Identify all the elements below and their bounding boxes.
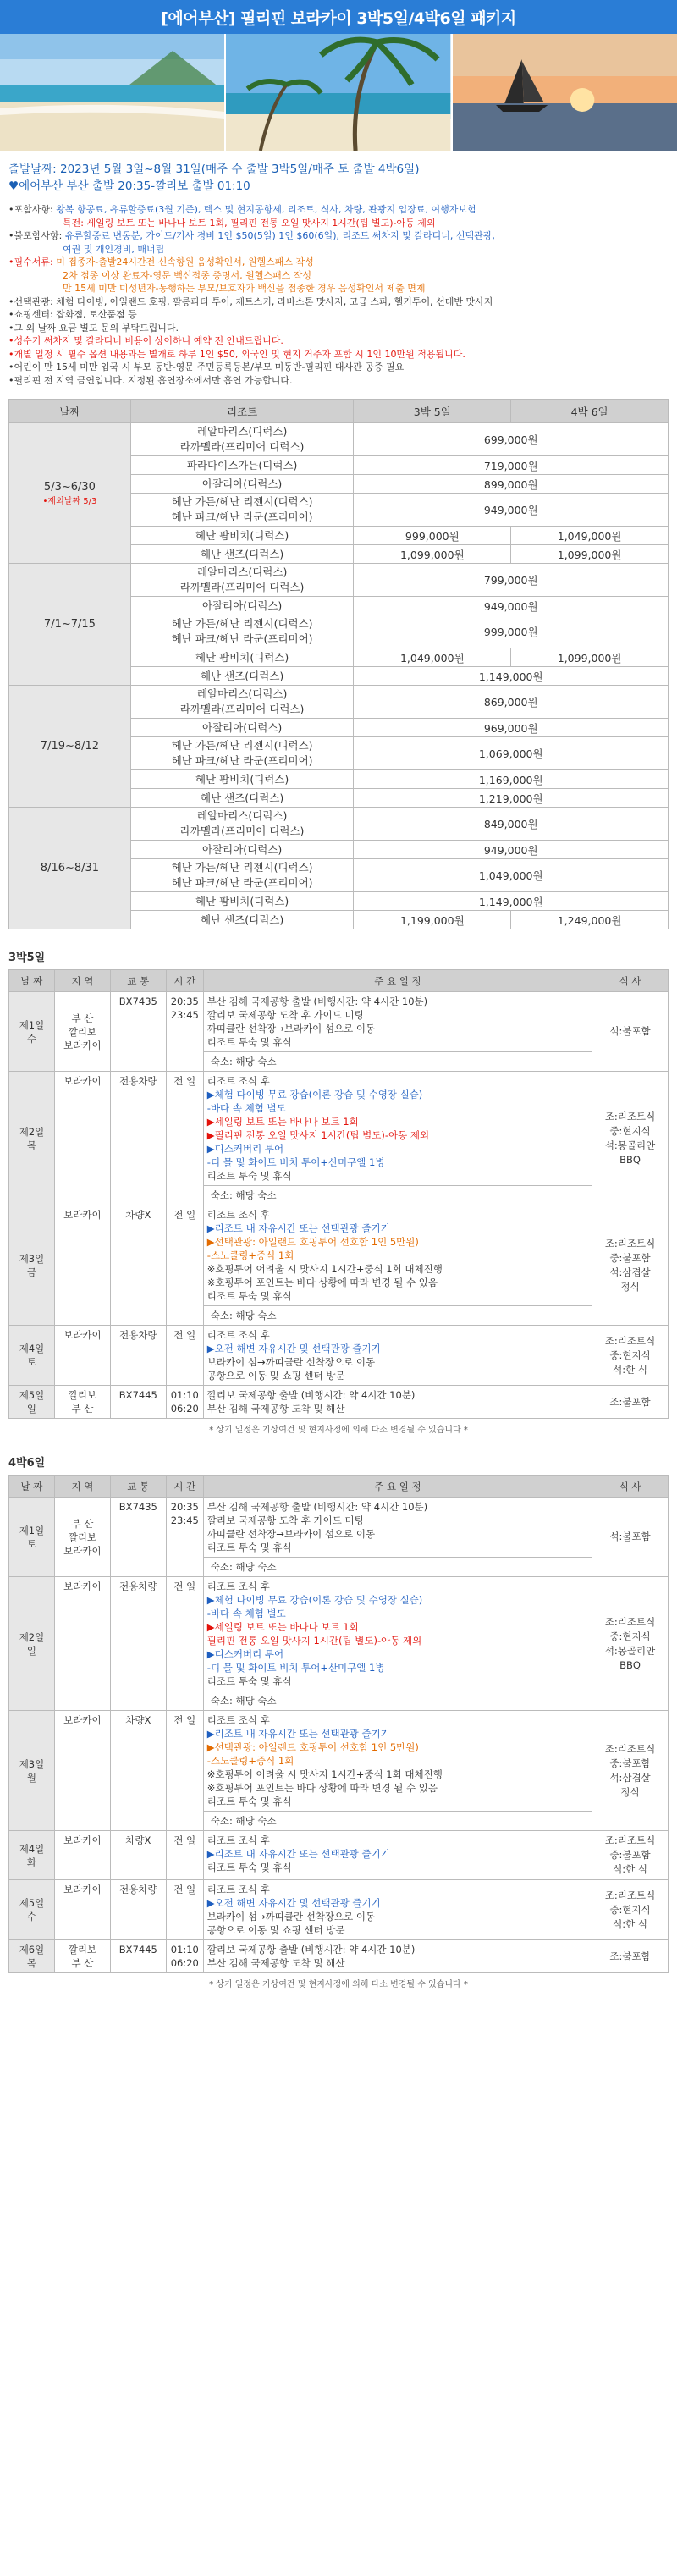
meal-cell: 석:불포함 — [592, 992, 669, 1072]
price-cell: 1,219,000원 — [354, 789, 669, 808]
col-time: 시 간 — [166, 970, 203, 992]
resort-cell: 헤난 가든/헤난 리젠시(디럭스) 헤난 파크/헤난 라군(프리미어) — [130, 615, 354, 648]
price-cell: 949,000원 — [354, 494, 669, 527]
schedule-cell: 부산 김해 국제공항 출발 (비행시간: 약 4시간 10분) 깔리보 국제공항 도착 후 가이드 미팅 까띠클란 선착장→보라카이 섬으로 이동 리조트 투숙 및 휴식 — [203, 992, 592, 1052]
col-transport: 교 통 — [110, 970, 166, 992]
included-items: •포함사항: 왕복 항공료, 유류할증료(3월 기준), 텍스 및 현지공항세, 리조트, 식사, 차량, 관광지 입장료, 여행자보험 — [8, 204, 476, 215]
required-docs-2: 2차 접종 이상 완료자-영문 백신접종 증명서, 원헬스패스 작성 — [63, 269, 311, 281]
table-row — [9, 1940, 669, 1973]
transport-cell: BX7445 — [110, 1940, 166, 1973]
price-cell: 969,000원 — [354, 719, 669, 737]
region-cell: 부 산 깔리보 보라카이 — [54, 1498, 110, 1577]
price-cell: 869,000원 — [354, 686, 669, 719]
itinerary-4n6d-title: 4박6일 — [8, 1457, 46, 1470]
itinerary-4n6d — [8, 1475, 669, 1973]
price-cell: 1,099,000원 — [511, 648, 669, 667]
transport-cell: 전용차량 — [110, 1577, 166, 1711]
price-cell: 1,099,000원 — [354, 545, 511, 564]
itinerary-header — [9, 1476, 669, 1498]
table-row — [9, 1386, 669, 1419]
required-docs-3: 만 15세 미만 미성년자-동행하는 부모/보호자가 백신을 접종한 경우 음성확인서 제출 면제 — [63, 283, 426, 294]
meal-cell: 조:리조트식 중:현지식 석:몽골리안 BBQ — [592, 1072, 669, 1205]
resort-cell: 헤난 샌즈(디럭스) — [130, 911, 354, 929]
itinerary-3n5d-footnote: * 상기 일정은 기상여건 및 현지사정에 의해 다소 변경될 수 있습니다 * — [209, 1426, 468, 1435]
resort-cell: 헤난 샌즈(디럭스) — [130, 667, 354, 686]
transport-cell: 전용차량 — [110, 1880, 166, 1940]
date-cell: 7/1~7/15 — [9, 564, 131, 686]
transport-cell: 차량X — [110, 1205, 166, 1326]
day-cell: 제5일 일 — [9, 1386, 55, 1419]
palm-beach-photo-icon — [226, 34, 450, 151]
day-cell: 제2일 일 — [9, 1577, 55, 1711]
price-cell: 999,000원 — [354, 527, 511, 545]
price-cell: 1,049,000원 — [354, 859, 669, 892]
price-cell: 799,000원 — [354, 564, 669, 597]
table-row — [9, 1880, 669, 1940]
time-cell: 전 일 — [166, 1072, 203, 1205]
table-row — [9, 1711, 669, 1812]
time-cell: 전 일 — [166, 1326, 203, 1386]
col-day: 날 짜 — [9, 970, 55, 992]
resort-cell: 레알마리스(디럭스) 라까멜라(프리미어 디럭스) — [130, 423, 354, 456]
note-2: •성수기 써차지 및 갈라디너 비용이 상이하니 예약 전 안내드립니다. — [8, 335, 283, 346]
price-cell: 1,099,000원 — [511, 545, 669, 564]
region-cell: 보라카이 — [54, 1072, 110, 1205]
schedule-cell: 깔리보 국제공항 출발 (비행시간: 약 4시간 10분) 부산 김해 국제공항 도착 및 해산 — [203, 1386, 592, 1419]
beach-photo-icon — [0, 34, 224, 151]
day-cell: 제2일 목 — [9, 1072, 55, 1205]
resort-cell: 헤난 샌즈(디럭스) — [130, 545, 354, 564]
schedule-cell: 리조트 조식 후 ▶리조트 내 자유시간 또는 선택관광 즐기기 ▶선택관광: 아일랜드 호핑투어 선호함 1인 5만원) -스노쿨링+중식 1회 ※호핑투어 어려울 시 맛사지 1시간+중식 1회 대체진행 ※호핑투어 포인트는 바다 상황에 따라 변경 될 수 있음 리조트 투숙 및 휴식 — [203, 1711, 592, 1812]
date-cell: 8/16~8/31 — [9, 808, 131, 929]
table-row — [9, 423, 669, 456]
region-cell: 깔리보 부 산 — [54, 1386, 110, 1419]
transport-cell: BX7445 — [110, 1386, 166, 1419]
date-cell: 7/19~8/12 — [9, 686, 131, 808]
time-cell: 전 일 — [166, 1880, 203, 1940]
transport-cell: 전용차량 — [110, 1326, 166, 1386]
price-cell: 1,149,000원 — [354, 892, 669, 911]
resort-cell: 레알마리스(디럭스) 라까멜라(프리미어 디럭스) — [130, 808, 354, 841]
accommodation-cell: 숙소: 해당 숙소 — [203, 1558, 592, 1577]
resort-cell: 헤난 가든/헤난 리젠시(디럭스) 헤난 파크/헤난 라군(프리미어) — [130, 737, 354, 770]
flight-times: ♥에어부산 부산 출발 20:35-깔리보 출발 01:10 — [8, 179, 250, 193]
note-4: •어린이 만 15세 미만 입국 시 부모 동반-영문 주민등록등본/부모 미동반-필리핀 대사관 공증 필요 — [8, 361, 405, 372]
photo-strip — [0, 34, 677, 151]
col-schedule: 주 요 일 정 — [203, 1476, 592, 1498]
region-cell: 보라카이 — [54, 1831, 110, 1880]
transport-cell: 전용차량 — [110, 1072, 166, 1205]
col-4n6d: 4박 6일 — [511, 400, 669, 423]
transport-cell: 차량X — [110, 1831, 166, 1880]
meal-cell: 조:리조트식 중:불포함 석:한 식 — [592, 1831, 669, 1880]
price-cell: 999,000원 — [354, 615, 669, 648]
col-schedule: 주 요 일 정 — [203, 970, 592, 992]
date-range: 출발날짜: 2023년 5월 3일~8월 31일(매주 수 출발 3박5일/매주 토 출발 4박6일) — [8, 163, 420, 176]
meal-cell: 조:리조트식 중:현지식 석:한 식 — [592, 1880, 669, 1940]
itinerary-3n5d — [8, 969, 669, 1419]
price-cell: 949,000원 — [354, 841, 669, 859]
col-region: 지 역 — [54, 1476, 110, 1498]
day-cell: 제1일 토 — [9, 1498, 55, 1577]
itinerary-3n5d-title: 3박5일 — [8, 952, 46, 964]
resort-cell: 헤난 팜비치(디럭스) — [130, 648, 354, 667]
resort-cell: 헤난 가든/헤난 리젠시(디럭스) 헤난 파크/헤난 라군(프리미어) — [130, 859, 354, 892]
table-row — [9, 1326, 669, 1386]
resort-cell: 파라다이스가든(디럭스) — [130, 456, 354, 475]
shopping-centers: •쇼핑센터: 잡화점, 토산품점 등 — [8, 309, 137, 320]
price-cell: 1,169,000원 — [354, 770, 669, 789]
price-cell: 719,000원 — [354, 456, 669, 475]
price-cell: 1,069,000원 — [354, 737, 669, 770]
resort-cell: 아잘리아(디럭스) — [130, 719, 354, 737]
resort-cell: 아잘리아(디럭스) — [130, 597, 354, 615]
table-row — [9, 686, 669, 719]
day-cell: 제3일 금 — [9, 1205, 55, 1326]
table-row — [9, 1577, 669, 1691]
schedule-cell: 리조트 조식 후 ▶오전 해변 자유시간 및 선택관광 즐기기 보라카이 섬→까띠클란 선착장으로 이동 공항으로 이동 및 쇼핑 센터 방문 — [203, 1326, 592, 1386]
schedule-cell: 깔리보 국제공항 출발 (비행시간: 약 4시간 10분) 부산 김해 국제공항 도착 및 해산 — [203, 1940, 592, 1973]
note-3: •개별 일정 시 필수 옵션 내용과는 별개로 하루 1인 $50, 외국인 및 현지 거주자 포함 시 1인 10만원 적용됩니다. — [8, 348, 465, 360]
package-info — [0, 198, 677, 392]
region-cell: 보라카이 — [54, 1880, 110, 1940]
resort-cell: 헤난 팜비치(디럭스) — [130, 527, 354, 545]
time-cell: 20:35 23:45 — [166, 1498, 203, 1577]
region-cell: 보라카이 — [54, 1711, 110, 1831]
resort-cell: 아잘리아(디럭스) — [130, 841, 354, 859]
resort-cell: 헤난 가든/헤난 리젠시(디럭스) 헤난 파크/헤난 라군(프리미어) — [130, 494, 354, 527]
day-cell: 제1일 수 — [9, 992, 55, 1072]
excluded-items: •불포함사항: 유류할증료 변동분, 가이드/기사 경비 1인 $50(5일) 1인 $60(6일), 리조트 써차지 및 갈라디너, 선택관광, — [8, 230, 495, 241]
table-row — [9, 808, 669, 841]
resort-cell: 레알마리스(디럭스) 라까멜라(프리미어 디럭스) — [130, 564, 354, 597]
table-row — [9, 564, 669, 597]
table-row — [9, 992, 669, 1052]
col-day: 날 짜 — [9, 1476, 55, 1498]
col-meal: 식 사 — [592, 1476, 669, 1498]
itinerary-header — [9, 970, 669, 992]
price-cell: 899,000원 — [354, 475, 669, 494]
price-cell: 949,000원 — [354, 597, 669, 615]
day-cell: 제6일 목 — [9, 1940, 55, 1973]
day-cell: 제5일 수 — [9, 1880, 55, 1940]
day-cell: 제3일 월 — [9, 1711, 55, 1831]
meal-cell: 석:불포함 — [592, 1498, 669, 1577]
schedule-cell: 리조트 조식 후 ▶리조트 내 자유시간 또는 선택관광 즐기기 ▶선택관광: 아일랜드 호핑투어 선호함 1인 5만원) -스노쿨링+중식 1회 ※호핑투어 어려울 시 맛사지 1시간+중식 1회 대체진행 ※호핑투어 포인트는 바다 상황에 따라 변경 될 수 있음 리조트 투숙 및 휴식 — [203, 1205, 592, 1306]
day-cell: 제4일 화 — [9, 1831, 55, 1880]
time-cell: 01:10 06:20 — [166, 1386, 203, 1419]
table-row — [9, 1498, 669, 1558]
transport-cell: BX7435 — [110, 1498, 166, 1577]
excluded-items-cont: 여권 및 개인경비, 매너팁 — [63, 243, 165, 255]
region-cell: 부 산 깔리보 보라카이 — [54, 992, 110, 1072]
schedule-cell: 부산 김해 국제공항 출발 (비행시간: 약 4시간 10분) 깔리보 국제공항 도착 후 가이드 미팅 까띠클란 선착장→보라카이 섬으로 이동 리조트 투숙 및 휴식 — [203, 1498, 592, 1558]
price-table — [8, 399, 669, 929]
note-1: •그 외 날짜 요금 별도 문의 부탁드립니다. — [8, 322, 179, 334]
col-meal: 식 사 — [592, 970, 669, 992]
price-cell: 849,000원 — [354, 808, 669, 841]
col-date: 날짜 — [9, 400, 131, 423]
table-row — [9, 1831, 669, 1880]
transport-cell: 차량X — [110, 1711, 166, 1831]
col-region: 지 역 — [54, 970, 110, 992]
optional-tours: •선택관광: 체험 다이빙, 아일랜드 호핑, 팔롱파티 투어, 제트스키, 라바스톤 맛사지, 고급 스파, 헬기투어, 선데반 맛사지 — [8, 295, 493, 307]
resort-cell: 레알마리스(디럭스) 라까멜라(프리미어 디럭스) — [130, 686, 354, 719]
resort-cell: 헤난 팜비치(디럭스) — [130, 892, 354, 911]
col-time: 시 간 — [166, 1476, 203, 1498]
price-cell: 1,049,000원 — [511, 527, 669, 545]
col-resort: 리조트 — [130, 400, 354, 423]
col-transport: 교 통 — [110, 1476, 166, 1498]
time-cell: 20:35 23:45 — [166, 992, 203, 1072]
meal-cell: 조:리조트식 중:불포함 석:삼겹살 정식 — [592, 1711, 669, 1831]
accommodation-cell: 숙소: 해당 숙소 — [203, 1186, 592, 1205]
time-cell: 전 일 — [166, 1711, 203, 1831]
region-cell: 보라카이 — [54, 1326, 110, 1386]
price-table-header — [9, 400, 669, 423]
region-cell: 깔리보 부 산 — [54, 1940, 110, 1973]
region-cell: 보라카이 — [54, 1205, 110, 1326]
date-cell: 5/3~6/30 •제외날짜 5/3 — [9, 423, 131, 564]
schedule-cell: 리조트 조식 후 ▶체험 다이빙 무료 강습(이론 강습 및 수영장 실습) -바다 속 체험 별도 ▶세일링 보트 또는 바나나 보트 1회 필리핀 전통 오일 맛사지 1시간(팁 별도)-아동 제외 ▶디스커버리 투어 -디 몰 및 화이트 비치 투어+산미구엘 1병 리조트 투숙 및 휴식 — [203, 1577, 592, 1691]
accommodation-cell: 숙소: 해당 숙소 — [203, 1691, 592, 1711]
time-cell: 전 일 — [166, 1205, 203, 1326]
accommodation-cell: 숙소: 해당 숙소 — [203, 1306, 592, 1326]
resort-cell: 헤난 팜비치(디럭스) — [130, 770, 354, 789]
time-cell: 전 일 — [166, 1831, 203, 1880]
price-cell: 1,049,000원 — [354, 648, 511, 667]
sunset-photo-icon — [453, 34, 677, 151]
price-cell: 1,149,000원 — [354, 667, 669, 686]
time-cell: 전 일 — [166, 1577, 203, 1711]
resort-cell: 아잘리아(디럭스) — [130, 475, 354, 494]
meal-cell: 조:리조트식 중:현지식 석:한 식 — [592, 1326, 669, 1386]
table-row — [9, 1072, 669, 1186]
schedule-cell: 리조트 조식 후 ▶오전 해변 자유시간 및 선택관광 즐기기 보라카이 섬→까띠클란 선착장으로 이동 공항으로 이동 및 쇼핑 센터 방문 — [203, 1880, 592, 1940]
special-benefits: 특전: 세일링 보트 또는 바나나 보트 1회, 필리핀 전통 오일 맛사지 1시간(팁 별도)-아동 제외 — [63, 217, 436, 229]
meal-cell: 조:불포함 — [592, 1940, 669, 1973]
transport-cell: BX7435 — [110, 992, 166, 1072]
col-3n5d: 3박 5일 — [354, 400, 511, 423]
price-cell: 699,000원 — [354, 423, 669, 456]
departure-dates — [0, 151, 677, 198]
time-cell: 01:10 06:20 — [166, 1940, 203, 1973]
table-row — [9, 1205, 669, 1306]
accommodation-cell: 숙소: 해당 숙소 — [203, 1052, 592, 1072]
price-cell: 1,249,000원 — [511, 911, 669, 929]
page-title: [에어부산] 필리핀 보라카이 3박5일/4박6일 패키지 — [0, 0, 677, 34]
schedule-cell: 리조트 조식 후 ▶리조트 내 자유시간 또는 선택관광 즐기기 리조트 투숙 및 휴식 — [203, 1831, 592, 1880]
price-cell: 1,199,000원 — [354, 911, 511, 929]
day-cell: 제4일 토 — [9, 1326, 55, 1386]
required-docs: •필수서류: 미 접종자-출발24시간전 신속항원 음성확인서, 원헬스패스 작성 — [8, 256, 314, 268]
resort-cell: 헤난 샌즈(디럭스) — [130, 789, 354, 808]
note-5: •필리핀 전 지역 금연입니다. 지정된 흡연장소에서만 흡연 가능합니다. — [8, 374, 293, 386]
itinerary-4n6d-footnote: * 상기 일정은 기상여건 및 현지사정에 의해 다소 변경될 수 있습니다 * — [209, 1980, 468, 1989]
meal-cell: 조:리조트식 중:현지식 석:몽골리안 BBQ — [592, 1577, 669, 1711]
meal-cell: 조:불포함 — [592, 1386, 669, 1419]
accommodation-cell: 숙소: 해당 숙소 — [203, 1812, 592, 1831]
region-cell: 보라카이 — [54, 1577, 110, 1711]
meal-cell: 조:리조트식 중:불포함 석:삼겹살 정식 — [592, 1205, 669, 1326]
schedule-cell: 리조트 조식 후 ▶체험 다이빙 무료 강습(이론 강습 및 수영장 실습) -바다 속 체험 별도 ▶세일링 보트 또는 바나나 보트 1회 ▶필리핀 전통 오일 맛사지 1시간(팁 별도)-아동 제외 ▶디스커버리 투어 -디 몰 및 화이트 비치 투어+산미구엘 1병 리조트 투숙 및 휴식 — [203, 1072, 592, 1186]
